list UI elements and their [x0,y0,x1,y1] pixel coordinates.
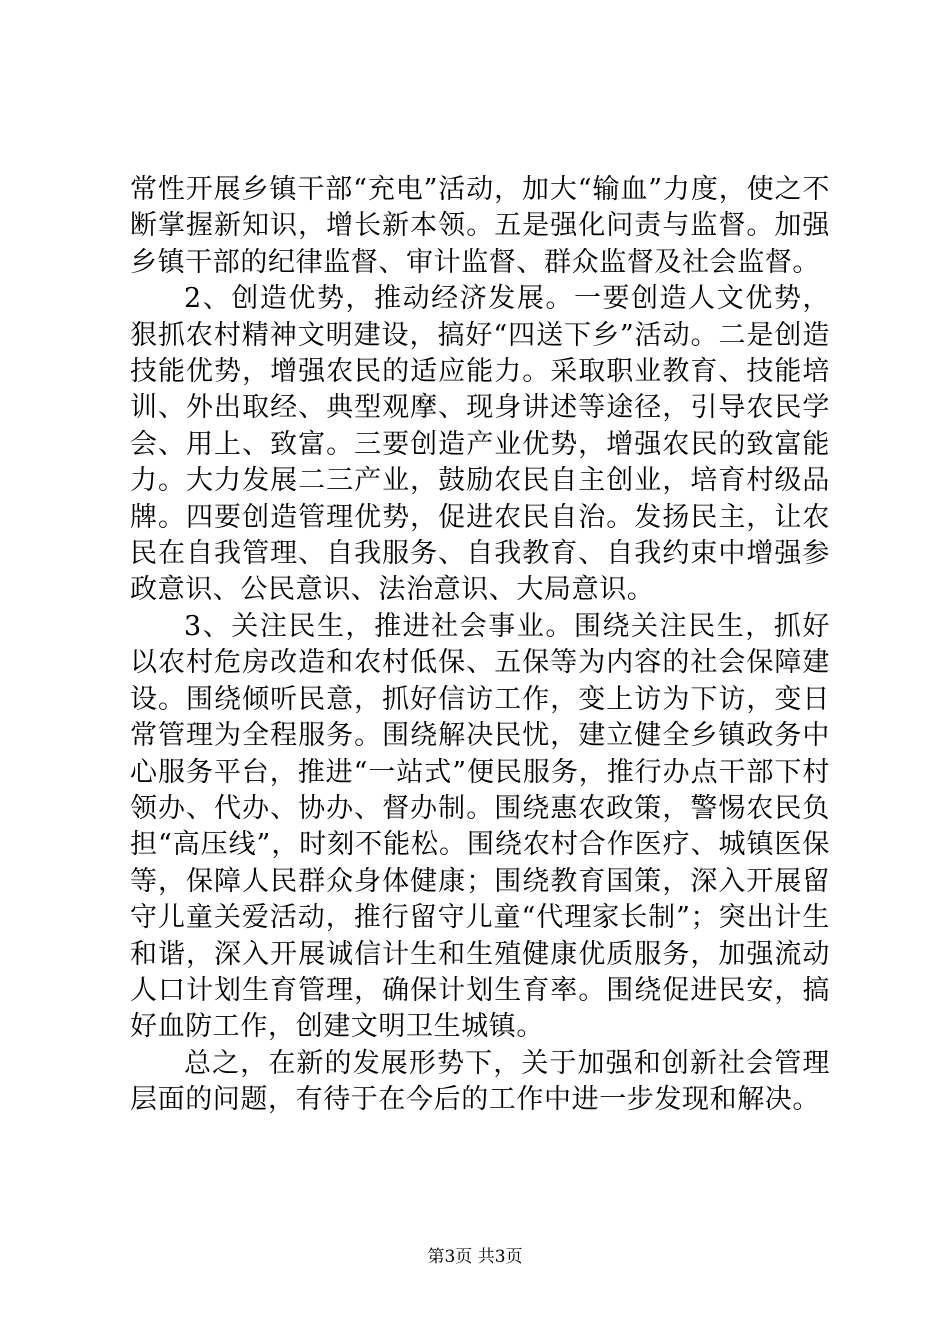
document-body [130,172,830,1119]
page-number-footer: 第3页 共3页 [427,1247,523,1267]
paragraph-social-undertakings: 3、关注民生，推进社会事业。围绕关注民生，抓好以农村危房改造和农村低保、五保等为内容的社会保障建设。围绕倾听民意，抓好信访工作，变上访为下访，变日常管理为全程服务。围绕解决民忧，建立健全乡镇政务中心服务平台，推进“一站式”便民服务，推行办点干部下村领办、代办、协办、督办制。围绕惠农政策，警惕农民负担“高压线”，时刻不能松。围绕农村合作医疗、城镇医保等，保障人民群众身体健康；围绕教育国策，深入开展留守儿童关爱活动，推行留守儿童“代理家长制”；突出计生和谐，深入开展诚信计生和生殖健康优质服务，加强流动人口计划生育管理，确保计划生育率。围绕促进民安，搞好血防工作，创建文明卫生城镇。 [130,610,830,1043]
paragraph-economic-development: 2、创造优势，推动经济发展。一要创造人文优势，狠抓农村精神文明建设，搞好“四送下乡”活动。二是创造技能优势，增强农民的适应能力。采取职业教育、技能培训、外出取经、典型观摩、现身讲述等途径，引导农民学会、用上、致富。三要创造产业优势，增强农民的致富能力。大力发展二三产业，鼓励农民自主创业，培育村级品牌。四要创造管理优势，促进农民自治。发扬民主，让农民在自我管理、自我服务、自我教育、自我约束中增强参政意识、公民意识、法治意识、大局意识。 [130,283,830,606]
paragraph-conclusion: 总之，在新的发展形势下，关于加强和创新社会管理层面的问题，有待于在今后的工作中进一步发现和解决。 [130,1047,830,1116]
paragraph-continuation: 常性开展乡镇干部“充电”活动，加大“输血”力度，使之不断掌握新知识，增长新本领。五是强化问责与监督。加强乡镇干部的纪律监督、审计监督、群众监督及社会监督。 [130,174,830,278]
